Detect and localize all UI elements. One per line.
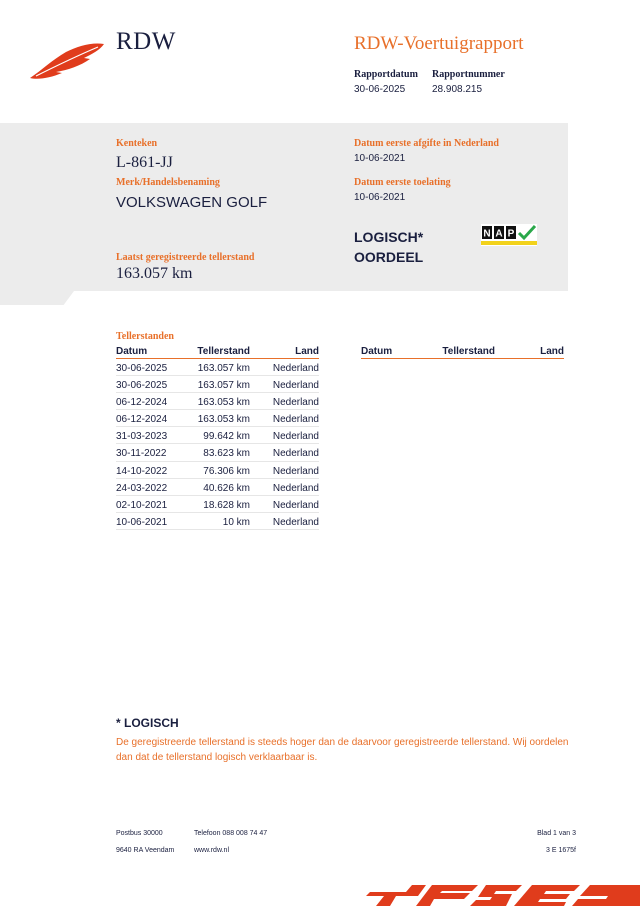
- report-number-label: Rapportnummer: [432, 69, 505, 80]
- note-title: * LOGISCH: [116, 716, 179, 730]
- table-row: [116, 479, 319, 496]
- report-title: RDW-Voertuigrapport: [354, 33, 524, 54]
- footer-stripes-icon: [366, 880, 640, 906]
- footer-city: 9640 RA Veendam: [116, 847, 175, 854]
- cell-reading: 10 km: [222, 516, 250, 528]
- cell-country: Nederland: [272, 465, 319, 477]
- cell-reading: 83.623 km: [203, 448, 250, 460]
- cell-country: Nederland: [272, 363, 319, 374]
- cell-reading: 40.626 km: [203, 482, 250, 494]
- header-date: Datum: [361, 346, 393, 357]
- cell-date: 30-06-2025: [116, 380, 168, 392]
- vehicle-info-panel-tab: [0, 291, 74, 305]
- make-value: VOLKSWAGEN GOLF: [116, 194, 268, 211]
- header-country: Land: [295, 346, 319, 357]
- nap-letter-p: P: [507, 228, 515, 240]
- cell-reading: 163.057 km: [197, 380, 250, 392]
- cell-date: 02-10-2021: [116, 499, 168, 511]
- readings-table-right: [361, 346, 564, 359]
- note-text: De geregistreerde tellerstand is steeds hoger dan de daarvoor geregistreerde tellerstand. Wij oordelen dan dat de tellerstand logisch verklaarbaar is.: [116, 737, 569, 763]
- table-row: [116, 410, 319, 427]
- cell-reading: 99.642 km: [203, 431, 250, 443]
- cell-reading: 163.053 km: [197, 397, 250, 409]
- table-row: [116, 427, 319, 444]
- nap-letter-a: A: [495, 228, 503, 240]
- table-row: [116, 496, 319, 513]
- footer-postbus: Postbus 30000: [116, 830, 163, 837]
- make-label: Merk/Handelsbenaming: [116, 177, 220, 188]
- cell-country: Nederland: [272, 482, 319, 494]
- table-header: [361, 346, 564, 359]
- first-admission-value: 10-06-2021: [354, 192, 406, 203]
- cell-country: Nederland: [272, 431, 319, 443]
- nap-logo-icon: [481, 224, 537, 246]
- header-reading: Tellerstand: [197, 346, 250, 357]
- footer-code: 3 E 1675f: [546, 847, 576, 854]
- plate-value: L-861-JJ: [116, 154, 173, 171]
- header-date: Datum: [116, 346, 148, 357]
- cell-country: Nederland: [272, 448, 319, 460]
- table-row: [116, 462, 319, 479]
- cell-reading: 163.057 km: [197, 363, 250, 374]
- nap-letter-n: N: [483, 228, 491, 240]
- verdict-line-1: LOGISCH*: [354, 229, 424, 245]
- cell-reading: 18.628 km: [203, 499, 250, 511]
- footer-phone: Telefoon 088 008 74 47: [194, 830, 268, 837]
- table-header: [116, 346, 319, 359]
- footer-page: Blad 1 van 3: [537, 830, 576, 837]
- verdict-line-2: OORDEEL: [354, 249, 424, 265]
- table-row: [116, 393, 319, 410]
- footer-web: www.rdw.nl: [194, 847, 230, 854]
- readings-title: Tellerstanden: [116, 331, 174, 342]
- cell-date: 14-10-2022: [116, 465, 168, 477]
- cell-date: 30-11-2022: [116, 448, 167, 460]
- cell-country: Nederland: [272, 380, 319, 392]
- cell-date: 24-03-2022: [116, 482, 168, 494]
- table-row: [116, 376, 319, 393]
- odometer-label: Laatst geregistreerde tellerstand: [116, 252, 255, 263]
- report-number-value: 28.908.215: [432, 84, 483, 95]
- first-nl-registration-value: 10-06-2021: [354, 153, 406, 164]
- cell-date: 30-06-2025: [116, 363, 168, 374]
- cell-reading: 76.306 km: [203, 465, 250, 477]
- table-row: [116, 444, 319, 461]
- odometer-value: 163.057 km: [116, 265, 193, 282]
- first-admission-label: Datum eerste toelating: [354, 177, 451, 188]
- report-date-label: Rapportdatum: [354, 69, 418, 80]
- rdw-feather-logo-icon: [28, 38, 108, 82]
- cell-reading: 163.053 km: [197, 414, 250, 426]
- cell-date: 10-06-2021: [116, 516, 168, 528]
- table-row: [116, 359, 319, 376]
- cell-country: Nederland: [272, 499, 319, 511]
- header-reading: Tellerstand: [442, 346, 495, 357]
- cell-date: 06-12-2024: [116, 397, 168, 409]
- header-country: Land: [540, 346, 564, 357]
- first-nl-registration-label: Datum eerste afgifte in Nederland: [354, 138, 499, 149]
- plate-label: Kenteken: [116, 138, 158, 149]
- cell-date: 06-12-2024: [116, 414, 168, 426]
- verdict-text: [354, 227, 423, 267]
- cell-date: 31-03-2023: [116, 431, 168, 443]
- table-row: [116, 513, 319, 530]
- cell-country: Nederland: [272, 397, 319, 409]
- report-date-value: 30-06-2025: [354, 84, 406, 95]
- readings-table-left: [116, 346, 319, 530]
- cell-country: Nederland: [272, 516, 319, 528]
- brand-name: RDW: [116, 28, 176, 55]
- cell-country: Nederland: [272, 414, 319, 426]
